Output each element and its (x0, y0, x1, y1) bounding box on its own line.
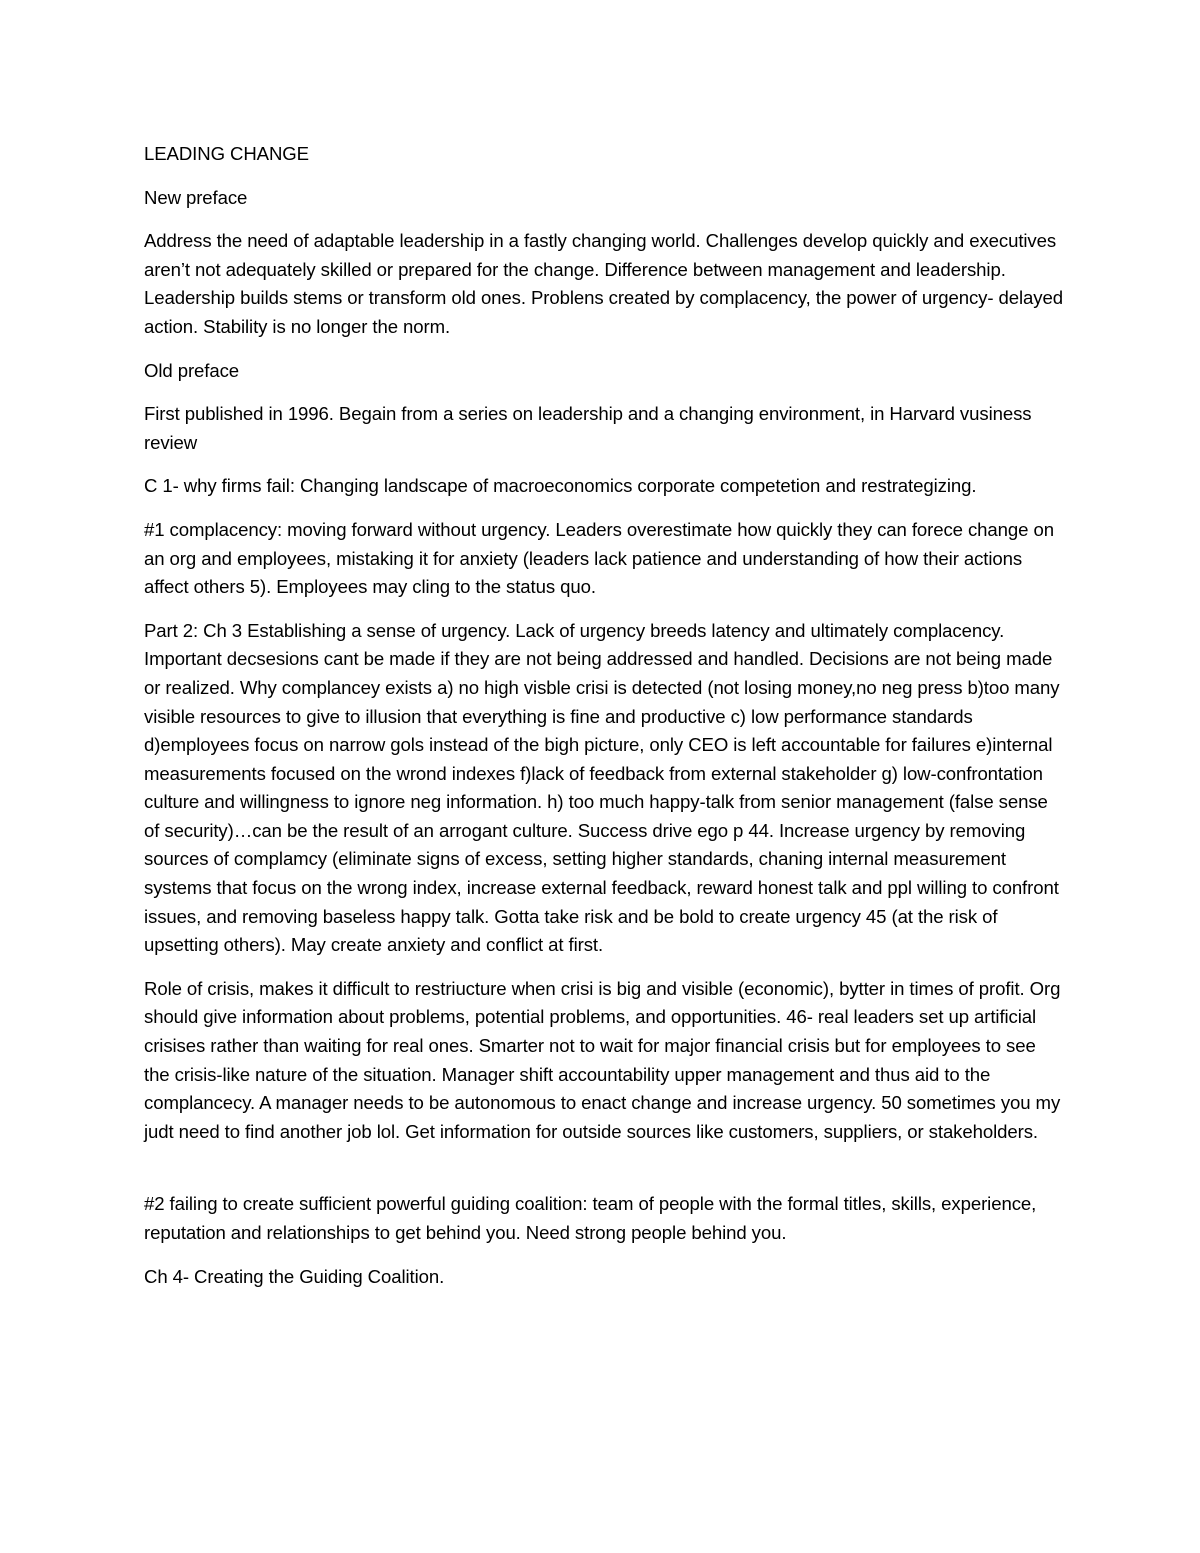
paragraph-chapter-1: C 1- why firms fail: Changing landscape of macroeconomics corporate competetion and restrategizing. (144, 475, 977, 497)
paragraph-old-preface-summary: First published in 1996. Begain from a series on leadership and a changing environment, in Harvard vusiness review (144, 403, 1032, 453)
paragraph-complacency: #1 complacency: moving forward without urgency. Leaders overestimate how quickly they can forece change on an org and employees, mistaking it for anxiety (leaders lack patience and understanding of how their actions affect others 5). Employees may cling to the status quo. (144, 518, 1054, 598)
paragraph-role-of-crisis: Role of crisis, makes it difficult to restriucture when crisi is big and visible (economic), bytter in times of profit. Org should give information about problems, potential problems, and opportunities. 46- real leaders set up artificial crisises rather than waiting for real ones. Smarter not to wait for major financial crisis but for employees to see the crisis-like nature of the situation. Manager shift accountability upper management and thus aid to the complancecy. A manager needs to be autonomous to enact change and increase urgency. 50 sometimes you my judt need to find another job lol. Get information for outside sources like customers, suppliers, or stakeholders. (144, 977, 1061, 1142)
section-heading-new-preface: New preface (144, 186, 248, 208)
document-body (144, 140, 1064, 1306)
paragraph-part-2-urgency: Part 2: Ch 3 Establishing a sense of urgency. Lack of urgency breeds latency and ultimately complacency. Important decsesions cant be made if they are not being addressed and handled. Decisions are not being made or realized. Why complancey exists a) no high visble crisi is detected (not losing money,no neg press b)too many visible resources to give to illusion that everything is fine and productive c) low performance standards d)employees focus on narrow gols instead of the bigh picture, only CEO is left accountable for failures e)internal measurements focused on the wrond indexes f)lack of feedback from external stakeholder g) low-confrontation culture and willingness to ignore neg information. h) too much happy-talk from senior management (false sense of security)…can be the result of an arrogant culture. Success drive ego p 44. Increase urgency by removing sources of complamcy (eliminate signs of excess, setting higher standards, chaning internal measurement systems that focus on the wrong index, increase external feedback, reward honest talk and ppl willing to confront issues, and removing baseless happy talk. Gotta take risk and be bold to create urgency 45 (at the risk of upsetting others). May create anxiety and conflict at first. (144, 619, 1060, 956)
paragraph-new-preface-summary: Address the need of adaptable leadership in a fastly changing world. Challenges develop quickly and executives aren’t not adequately skilled or prepared for the change. Difference between management and leadership. Leadership builds stems or transform old ones. Problens created by complacency, the power of urgency- delayed action. Stability is no longer the norm. (144, 230, 1063, 337)
section-heading-old-preface: Old preface (144, 359, 240, 381)
paragraph-guiding-coalition: #2 failing to create sufficient powerful guiding coalition: team of people with the formal titles, skills, experience, reputation and relationships to get behind you. Need strong people behind you. (144, 1193, 1037, 1243)
document-title: LEADING CHANGE (144, 143, 309, 164)
section-heading-chapter-4: Ch 4- Creating the Guiding Coalition. (144, 1265, 445, 1287)
